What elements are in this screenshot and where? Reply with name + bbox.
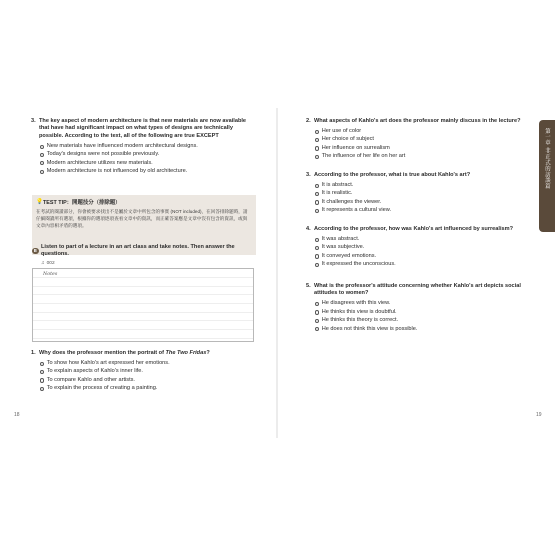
answer-option[interactable]: It challenges the viewer. <box>315 198 531 206</box>
radio-circle-icon[interactable] <box>315 246 319 250</box>
radio-circle-icon[interactable] <box>315 146 319 150</box>
answer-option[interactable]: He thinks this view is doubtful. <box>315 308 531 316</box>
answer-options <box>315 128 531 162</box>
answer-option[interactable]: Modern architecture utilizes new materials. <box>40 159 257 167</box>
left-page <box>0 108 277 438</box>
radio-circle-icon[interactable] <box>315 302 319 306</box>
radio-circle-icon[interactable] <box>40 153 44 157</box>
notes-label: Notes <box>43 272 58 277</box>
radio-circle-icon[interactable] <box>315 184 319 188</box>
answer-option[interactable]: It was subjective. <box>315 244 531 252</box>
book-spread <box>0 108 555 438</box>
notes-area[interactable] <box>32 268 254 342</box>
test-tip-heading: 💡 TEST TIP：開題技分（排除題） <box>36 199 121 206</box>
answer-option[interactable]: To show how Kahlo's art expressed her emotions. <box>40 360 257 368</box>
listening-instruction <box>32 244 256 267</box>
radio-circle-icon[interactable] <box>40 378 44 382</box>
radio-circle-icon[interactable] <box>40 362 44 366</box>
page-number: 18 <box>14 412 20 418</box>
answer-options <box>40 142 257 176</box>
test-tip-body: 在考試的閱讀部分，你會被要求找出不是屬於文章中所包含的事實 (NOT included)，在回答排除題時，請仔細閱讀所有選項，根據你的選項逐項查看文章中的資訊，而正確答案應是文章中沒有包含的資訊，或與文章內容相矛盾的選項。 <box>36 209 248 228</box>
question-text: Why does the professor mention the portrait of The Two Fridas? <box>39 350 210 356</box>
question-1-left <box>31 350 257 393</box>
question-number: 2. <box>306 118 311 124</box>
answer-option[interactable]: It is abstract. <box>315 182 531 190</box>
answer-option[interactable]: New materials have influenced modern architectural designs. <box>40 142 257 150</box>
radio-circle-icon[interactable] <box>40 370 44 374</box>
answer-option[interactable]: It conveyed emotions. <box>315 252 531 260</box>
radio-circle-icon[interactable] <box>40 161 44 165</box>
radio-circle-icon[interactable] <box>315 200 319 204</box>
track-number: 002 <box>46 260 55 266</box>
answer-option[interactable]: He thinks this theory is correct. <box>315 317 531 325</box>
answer-option[interactable]: It is realistic. <box>315 190 531 198</box>
answer-option[interactable]: To explain the process of creating a painting. <box>40 385 257 393</box>
audio-track[interactable] <box>41 260 256 267</box>
answer-option[interactable]: Her choice of subject <box>315 136 531 144</box>
question-number: 5. <box>306 283 311 289</box>
answer-option[interactable]: It represents a cultural view. <box>315 207 531 215</box>
answer-option[interactable]: Modern architecture is not influenced by old architecture. <box>40 168 257 176</box>
question-text: What aspects of Kahlo's art does the professor mainly discuss in the lecture? <box>314 118 521 124</box>
page-number: 19 <box>536 412 542 418</box>
question-3-right <box>306 172 531 215</box>
radio-circle-icon[interactable] <box>40 170 44 174</box>
answer-option[interactable]: To compare Kahlo and other artists. <box>40 376 257 384</box>
answer-options <box>40 360 257 394</box>
question-2-right <box>306 118 531 161</box>
radio-circle-icon[interactable] <box>315 263 319 267</box>
radio-circle-icon[interactable] <box>315 209 319 213</box>
answer-option[interactable]: Today's designs were not possible previously. <box>40 151 257 159</box>
answer-options <box>315 236 531 270</box>
question-text: The key aspect of modern architecture is that new materials are now available that have had significant impact on what types of designs are technically possible. According to the text, all of the following are true EXCEPT <box>39 118 247 139</box>
question-number: 3. <box>31 118 36 124</box>
radio-circle-icon[interactable] <box>315 130 319 134</box>
radio-circle-icon[interactable] <box>315 319 319 323</box>
radio-circle-icon[interactable] <box>315 254 319 258</box>
question-5-right <box>306 283 531 334</box>
question-text: What is the professor's attitude concerning whether Kahlo's art depicts social attitudes to women? <box>314 283 521 297</box>
answer-option[interactable]: To explain aspects of Kahlo's inner life. <box>40 368 257 376</box>
question-number: 3. <box>306 172 311 178</box>
question-number: 1. <box>31 350 36 356</box>
question-3-left <box>31 118 257 176</box>
question-text: According to the professor, what is true about Kahlo's art? <box>314 172 471 178</box>
answer-option[interactable]: Her influence on surrealism <box>315 144 531 152</box>
question-number: 4. <box>306 226 311 232</box>
answer-option[interactable]: He disagrees with this view. <box>315 300 531 308</box>
radio-circle-icon[interactable] <box>315 327 319 331</box>
radio-circle-icon[interactable] <box>315 155 319 159</box>
chapter-side-tab[interactable] <box>539 120 555 232</box>
question-text: According to the professor, how was Kahlo's art influenced by surrealism? <box>314 226 514 232</box>
radio-circle-icon[interactable] <box>40 145 44 149</box>
answer-option[interactable]: The influence of her life on her art <box>315 153 531 161</box>
right-page <box>278 108 555 438</box>
section-badge: B <box>33 247 37 253</box>
radio-circle-icon[interactable] <box>40 387 44 391</box>
audio-icon: ♫ <box>41 260 45 266</box>
answer-option[interactable]: He does not think this view is possible. <box>315 325 531 333</box>
answer-option[interactable]: It was abstract. <box>315 236 531 244</box>
radio-circle-icon[interactable] <box>315 192 319 196</box>
answer-options <box>315 182 531 216</box>
answer-options <box>315 300 531 334</box>
answer-option[interactable]: It expressed the unconscious. <box>315 261 531 269</box>
instruction-text: Listen to part of a lecture in an art class and take notes. Then answer the questions. <box>41 244 235 257</box>
radio-circle-icon[interactable] <box>315 138 319 142</box>
answer-option[interactable]: Her use of color <box>315 128 531 136</box>
radio-circle-icon[interactable] <box>315 238 319 242</box>
chapter-tab-label: 第一章 非正式的訪談篇 <box>544 128 550 190</box>
radio-circle-icon[interactable] <box>315 310 319 314</box>
lightbulb-icon: 💡 <box>36 199 43 205</box>
question-4-right <box>306 226 531 269</box>
